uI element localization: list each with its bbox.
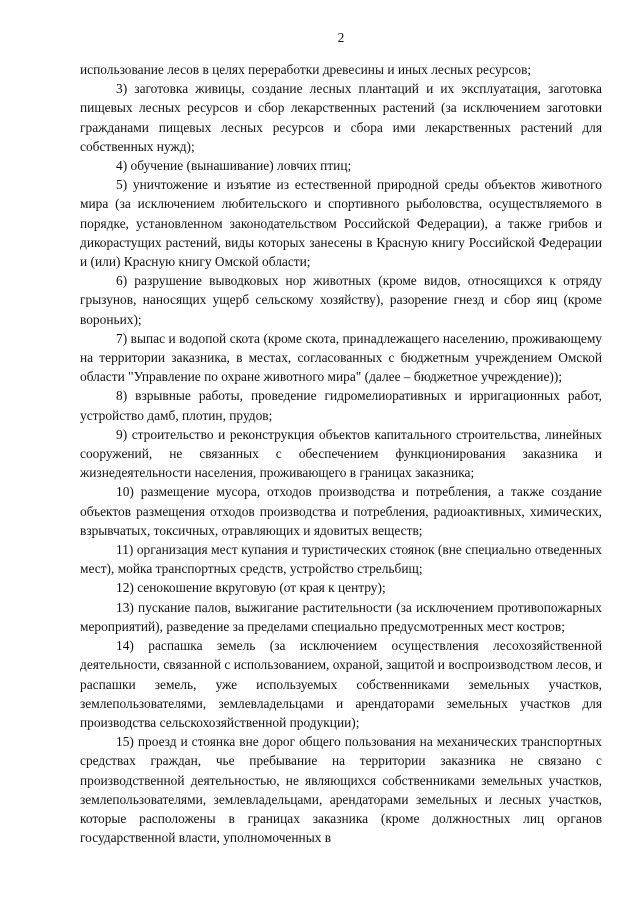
list-item-3: 3) заготовка живицы, создание лесных плантаций и их эксплуатация, заготовка пищевых лесных ресурсов и сбор лекарственных растений (за исключением заготовки гражданами пищевых лесных ресурсов и сбора ими лекарственных растений для собственных нужд); <box>80 81 602 154</box>
list-item-14: 14) распашка земель (за исключением осуществления лесохозяйственной деятельности, связанной с использованием, охраной, защитой и воспроизводством лесов, и распашки земель, уже используемых собственниками земельных участков, землепользователями, землевладельцами и арендаторами земельных участков для производства сельскохозяйственной продукции); <box>80 638 602 730</box>
list-item-5: 5) уничтожение и изъятие из естественной природной среды объектов животного мира (за исключением любительского и спортивного рыболовства, осуществляемого в порядке, установленном законодательством Российской Федерации), а также грибов и дикорастущих растений, виды которых занесены в Красную книгу Российской Федерации и (или) Красную книгу Омской области; <box>80 177 602 270</box>
paragraph-continuation: использование лесов в целях переработки древесины и иных лесных ресурсов; <box>80 62 532 77</box>
list-item-7: 7) выпас и водопой скота (кроме скота, принадлежащего населению, проживающему на территории заказника, в местах, согласованных с бюджетным учреждением Омской области "Управление по охране животного мира" (далее – бюджетное учреждение)); <box>80 330 602 385</box>
list-item-11: 11) организация мест купания и туристических стоянок (вне специально отведенных мест), мойка транспортных средств, устройство стрельбищ; <box>80 542 602 577</box>
list-item-4: 4) обучение (вынашивание) ловчих птиц; <box>116 158 352 174</box>
list-item-12: 12) сенокошение вкруговую (от края к центру); <box>116 580 386 596</box>
list-item-9: 9) строительство и реконструкция объектов капитального строительства, линейных сооружений, не связанных с обеспечением функционирования заказника и жизнедеятельности населения, проживающего в границах заказника; <box>80 426 602 481</box>
list-item-6: 6) разрушение выводковых нор животных (кроме видов, относящихся к отряду грызунов, наносящих ущерб сельскому хозяйству), разорение гнезд и сбор яиц (кроме вороньих); <box>80 273 602 327</box>
list-item-15: 15) проезд и стоянка вне дорог общего пользования на механических транспортных средствах граждан, чье пребывание на территории заказника не связано с производственной деятельностью, не являющихся собственниками земельных участков, землепользователями, землевладельцами, арендаторами земельных и лесных участков, которые расположены в границах заказника (кроме должностных лиц органов государственной власти, уполномоченных в <box>80 734 602 846</box>
list-item-13: 13) пускание палов, выжигание растительности (за исключением противопожарных мероприятий), разведение за пределами специально предусмотренных мест костров; <box>80 599 602 634</box>
page-number: 2 <box>337 30 345 45</box>
list-item-8: 8) взрывные работы, проведение гидромелиоративных и ирригационных работ, устройство дамб, плотин, прудов; <box>80 388 602 423</box>
document-page <box>80 28 602 847</box>
list-item-10: 10) размещение мусора, отходов производства и потребления, а также создание объектов размещения отходов производства и потребления, радиоактивных, химических, взрывчатых, токсичных, отравляющих и ядовитых веществ; <box>80 484 602 538</box>
